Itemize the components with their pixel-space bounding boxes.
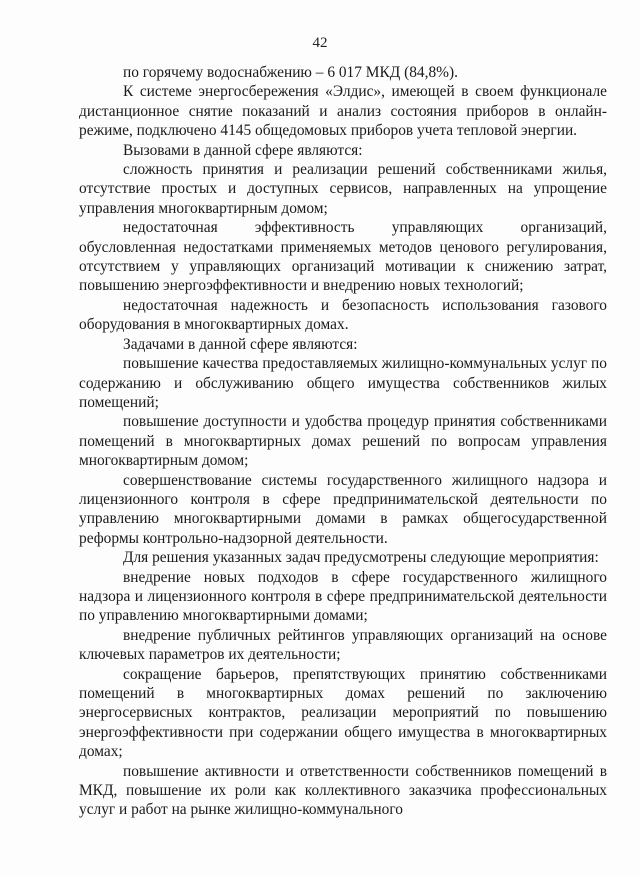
document-body — [79, 63, 607, 820]
paragraph: повышение активности и ответственности собственников помещений в МКД, повышение их роли как коллективного заказчика профессиональных услуг и работ на рынке жилищно-коммунального — [79, 762, 607, 819]
paragraph: Задачами в данной сфере являются: — [123, 335, 358, 353]
paragraph: внедрение публичных рейтингов управляющих организаций на основе ключевых параметров их деятельности; — [79, 626, 607, 664]
paragraph: сокращение барьеров, препятствующих принятию собственниками помещений в многоквартирных домах решений по заключению энергосервисных контрактов, реализации мероприятий по повышению энергоэффективности при содержании общего имущества в многоквартирных домах; — [79, 665, 607, 761]
paragraph: повышение доступности и удобства процедур принятия собственниками помещений в многоквартирных домах решений по вопросам управления многоквартирным домом; — [79, 413, 607, 470]
paragraph: недостаточная надежность и безопасность использования газового оборудования в многоквартирных домах. — [79, 296, 607, 334]
page-number: 42 — [312, 35, 328, 51]
paragraph: повышение качества предоставляемых жилищно-коммунальных услуг по содержанию и обслуживанию общего имущества собственников жилых помещений; — [79, 355, 607, 411]
paragraph: Вызовами в данной сфере являются: — [123, 141, 363, 159]
paragraph: недостаточная эффективность управляющих организаций, обусловленная недостатками применяемых методов ценового регулирования, отсутствием у управляющих организаций мотивации к снижению затрат, повышению энергоэффективности и внедрению новых технологий; — [79, 219, 607, 295]
paragraph: Для решения указанных задач предусмотрены следующие мероприятия: — [123, 549, 599, 567]
paragraph: по горячему водоснабжению – 6 017 МКД (84,8%). — [123, 64, 458, 81]
paragraph: К системе энергосбережения «Элдис», имеющей в своем функционале дистанционное снятие показаний и анализ состояния приборов в онлайн-режиме, подключено 4145 общедомовых приборов учета тепловой энергии. — [79, 83, 607, 140]
paragraph: совершенствование системы государственного жилищного надзора и лицензионного контроля в сфере предпринимательской деятельности по управлению многоквартирными домами в рамках общегосударственной реформы контрольно-надзорной деятельности. — [79, 471, 607, 547]
paragraph: внедрение новых подходов в сфере государственного жилищного надзора и лицензионного контроля в сфере предпринимательской деятельности по управлению многоквартирными домами; — [79, 568, 607, 625]
paragraph: сложность принятия и реализации решений собственниками жилья, отсутствие простых и доступных сервисов, направленных на упрощение управления многоквартирным домом; — [79, 161, 607, 217]
